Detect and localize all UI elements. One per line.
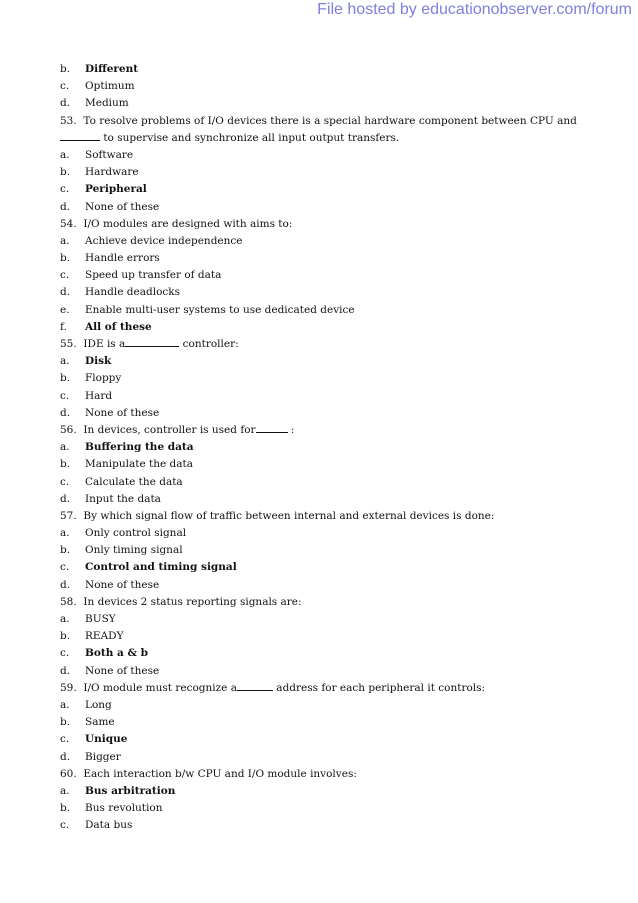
option-text: Only control signal — [85, 527, 187, 540]
fill-in-blank — [60, 130, 100, 141]
option-letter: a. — [60, 613, 70, 626]
question-text: IDE is a — [83, 338, 126, 351]
correct-answer-text: Bus arbitration — [85, 784, 176, 797]
option-letter: b. — [60, 630, 71, 643]
option-letter: c. — [60, 389, 70, 402]
answer-option — [60, 353, 580, 370]
option-letter: a. — [60, 784, 70, 797]
question-53 — [60, 113, 580, 147]
option-letter: b. — [60, 802, 71, 815]
answer-option — [60, 542, 580, 559]
option-text: Handle deadlocks — [85, 286, 181, 299]
option-letter: b. — [60, 458, 71, 471]
answer-option — [60, 95, 580, 112]
question-number: 56. — [60, 423, 84, 436]
answer-option — [60, 147, 580, 164]
option-letter: c. — [60, 561, 70, 574]
option-letter: b. — [60, 252, 71, 265]
answer-option — [60, 456, 580, 473]
answer-option — [60, 405, 580, 422]
question-text-end: : — [287, 423, 295, 436]
answer-option — [60, 61, 580, 78]
question-number: 57. — [60, 509, 84, 522]
option-text: Optimum — [85, 80, 135, 93]
correct-answer-text: Disk — [85, 355, 112, 368]
answer-option — [60, 628, 580, 645]
answer-option — [60, 749, 580, 766]
answer-option — [60, 388, 580, 405]
option-letter: f. — [60, 320, 67, 333]
fill-in-blank — [125, 336, 179, 347]
option-letter: b. — [60, 372, 71, 385]
option-letter: b. — [60, 63, 71, 75]
question-number: 60. — [60, 767, 84, 780]
option-letter: d. — [60, 578, 71, 591]
question-text: I/O module must recognize a — [83, 681, 237, 694]
answer-option — [60, 319, 580, 336]
answer-option — [60, 370, 580, 387]
answer-option — [60, 250, 580, 267]
option-letter: d. — [60, 750, 71, 763]
option-text: None of these — [85, 200, 160, 213]
question-54 — [60, 216, 580, 233]
answer-option — [60, 78, 580, 95]
question-text: Each interaction b/w CPU and I/O module involves: — [83, 767, 357, 780]
option-letter: a. — [60, 527, 70, 540]
answer-option — [60, 577, 580, 594]
option-text: None of these — [85, 406, 160, 419]
question-number: 59. — [60, 681, 84, 694]
option-letter: b. — [60, 544, 71, 557]
question-number: 55. — [60, 338, 84, 351]
option-letter: d. — [60, 492, 71, 505]
option-text: None of these — [85, 578, 160, 591]
question-text: In devices 2 status reporting signals are: — [83, 595, 302, 608]
answer-option — [60, 302, 580, 319]
option-letter: c. — [60, 183, 70, 196]
answer-option — [60, 267, 580, 284]
option-text: None of these — [85, 664, 160, 677]
option-text: Calculate the data — [85, 475, 183, 488]
option-text: Floppy — [85, 372, 122, 385]
question-56 — [60, 422, 580, 439]
answer-option — [60, 439, 580, 456]
question-text: To resolve problems of I/O devices there is a special hardware component between CPU and — [83, 114, 577, 127]
question-text-end: controller: — [179, 338, 239, 351]
answer-option — [60, 491, 580, 508]
option-letter: a. — [60, 355, 70, 368]
option-text: Hardware — [85, 166, 139, 179]
question-text-end: to supervise and synchronize all input output transfers. — [100, 131, 400, 144]
question-text-end: address for each peripheral it controls: — [272, 681, 486, 694]
answer-option — [60, 181, 580, 198]
answer-option — [60, 645, 580, 662]
answer-option — [60, 663, 580, 680]
option-text: Same — [85, 716, 115, 729]
option-text: Medium — [85, 97, 129, 110]
answer-option — [60, 525, 580, 542]
answer-option — [60, 611, 580, 628]
question-text: By which signal flow of traffic between internal and external devices is done: — [83, 509, 495, 522]
option-text: Bus revolution — [85, 802, 163, 815]
answer-option — [60, 233, 580, 250]
option-letter: b. — [60, 716, 71, 729]
option-letter: a. — [60, 698, 70, 711]
option-text: READY — [85, 630, 124, 643]
option-text: Speed up transfer of data — [85, 269, 222, 282]
answer-option — [60, 800, 580, 817]
answer-option — [60, 783, 580, 800]
option-text: Only timing signal — [85, 544, 183, 557]
answer-option — [60, 284, 580, 301]
question-text: I/O modules are designed with aims to: — [83, 217, 293, 230]
answer-option — [60, 474, 580, 491]
correct-answer-text: Different — [85, 63, 139, 75]
option-text: BUSY — [85, 613, 116, 626]
option-letter: c. — [60, 269, 70, 282]
option-letter: b. — [60, 166, 71, 179]
option-letter: c. — [60, 475, 70, 488]
option-text: Manipulate the data — [85, 458, 193, 471]
correct-answer-text: Both a & b — [85, 647, 148, 660]
option-text: Handle errors — [85, 252, 160, 265]
question-57 — [60, 508, 580, 525]
correct-answer-text: Control and timing signal — [85, 561, 237, 574]
correct-answer-text: Unique — [85, 733, 128, 746]
option-letter: a. — [60, 441, 70, 454]
answer-option — [60, 164, 580, 181]
option-letter: a. — [60, 234, 70, 247]
answer-option — [60, 199, 580, 216]
option-letter: a. — [60, 148, 70, 161]
option-text: Data bus — [85, 819, 133, 832]
question-list — [60, 61, 580, 834]
option-text: Achieve device independence — [85, 234, 243, 247]
answer-option — [60, 714, 580, 731]
option-letter: c. — [60, 819, 70, 832]
answer-option — [60, 559, 580, 576]
question-number: 53. — [60, 114, 84, 127]
fill-in-blank — [256, 422, 288, 433]
answer-option — [60, 731, 580, 748]
question-58 — [60, 594, 580, 611]
question-number: 58. — [60, 595, 84, 608]
option-letter: c. — [60, 80, 70, 93]
option-letter: c. — [60, 647, 70, 660]
question-text: In devices, controller is used for — [83, 423, 256, 436]
correct-answer-text: Peripheral — [85, 183, 147, 196]
option-letter: d. — [60, 286, 71, 299]
question-60 — [60, 766, 580, 783]
option-text: Bigger — [85, 750, 121, 763]
correct-answer-text: All of these — [85, 320, 152, 333]
option-letter: e. — [60, 303, 70, 316]
option-text: Enable multi-user systems to use dedicated device — [85, 303, 355, 316]
question-number: 54. — [60, 217, 84, 230]
answer-option — [60, 817, 580, 834]
answer-option — [60, 697, 580, 714]
option-letter: d. — [60, 97, 71, 110]
correct-answer-text: Buffering the data — [85, 441, 194, 454]
question-59 — [60, 680, 580, 697]
option-text: Software — [85, 148, 134, 161]
fill-in-blank — [237, 680, 273, 691]
option-letter: d. — [60, 406, 71, 419]
option-letter: d. — [60, 200, 71, 213]
option-text: Long — [85, 698, 112, 711]
question-55 — [60, 336, 580, 353]
option-letter: c. — [60, 733, 70, 746]
hosted-by-banner: File hosted by educationobserver.com/forum — [317, 1, 632, 18]
option-text: Hard — [85, 389, 113, 402]
option-text: Input the data — [85, 492, 161, 505]
option-letter: d. — [60, 664, 71, 677]
